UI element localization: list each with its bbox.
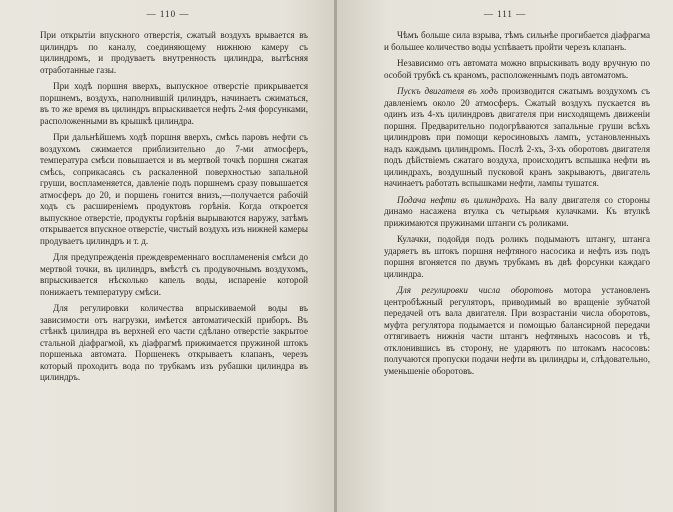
paragraph-heading: Пускъ двигателя въ ходъ (397, 86, 498, 96)
right-page (337, 0, 673, 512)
paragraph (384, 285, 650, 377)
paragraph (384, 195, 650, 230)
paragraph-text: На валу двигателя со стороны динамо насажена втулка съ четырьмя кулачками. Къ втулкѣ прижимаются пружинами штанги съ роликами. (384, 194, 650, 228)
page-number: — 110 — (146, 9, 190, 19)
paragraph-heading: Подача нефти въ цилиндрахъ. (397, 194, 521, 205)
paragraph-text: мотора установленъ центробѣжный регуляторъ, приводимый во вращеніе зубчатой передачей отъ вала двигателя. При возрастаніи числа оборотовъ, муфта регулятора подымается и помощью балансирной передачи оттягиваетъ нижнія части штангъ нефтяныхъ насосовъ и тѣ, отклонившись въ сторону, не ударяютъ по штокамъ насосовъ: получаются пропуски подачи нефти въ цилиндры и, слѣдовательно, уменьшеніе оборотовъ. (384, 285, 650, 376)
paragraph: Для предупрежденія преждевременнаго воспламененія смѣси до мертвой точки, въ цилиндръ, вмѣстѣ съ продувочнымъ воздухомъ, впрыскивается нѣсколько капель воды, испареніе которой понижаетъ температуру смѣси. (40, 252, 308, 297)
page-body (384, 30, 650, 382)
paragraph-text: Кулачки, подойдя подъ роликъ подымаютъ штангу, штанга ударяетъ въ штокъ поршня нефтяного насосика и нефть изъ подъ поршня вгоняется по двумъ трубкамъ въ двѣ форсунки каждаго цилиндра. (384, 234, 650, 279)
paragraph: При дальнѣйшемъ ходѣ поршня вверхъ, смѣсь паровъ нефти съ воздухомъ сжимается приблизительно до 7-ми атмосферъ, температура смѣси повышается и въ мертвой точкѣ поршня сжатая смѣсь, соприкасаясь съ раскаленной поверхностью запальной груши, воспламеняется, давленіе подъ поршнемъ сразу повышается атмосферъ до 20, и поршень гонится внизъ,—получается рабочій ходъ съ расширеніемъ продуктовъ горѣнія. Когда откроется выпускное отверстіе, продукты горѣнія вырываются наружу, затѣмъ открывается впускное отверстіе, чистый воздухъ изъ нижней камеры продуваетъ цилиндръ и т. д. (40, 132, 308, 246)
paragraph (384, 234, 650, 280)
paragraph: При открытіи впускного отверстія, сжатый воздухъ врывается въ цилиндръ по каналу, соединяющему нижнюю камеру съ цилиндромъ, и продуваетъ внутренность цилиндра, вытѣсняя отработанные газы. (40, 30, 308, 75)
paragraph: Для регулировки количества впрыскиваемой воды въ зависимости отъ нагрузки, имѣется автоматическій приборъ. Въ стѣнкѣ цилиндра въ верхней его части сдѣлано отверстіе закрытое стальной діафрагмой, къ діафрагмѣ прижимается пружиной штокъ поршенька автомата. Поршенекъ открываетъ клапанъ, черезъ который проходитъ вода по трубкамъ изъ рубашки цилиндра въ цилиндръ. (40, 303, 308, 382)
paragraph-heading: Для регулировки числа оборотовъ (397, 285, 554, 295)
paragraph-text: Независимо отъ автомата можно впрыскивать воду вручную по особой трубкѣ съ краномъ, расположеннымъ подъ автоматомъ. (384, 58, 650, 80)
paragraph: При ходѣ поршня вверхъ, выпускное отверстіе прикрывается поршнемъ, воздухъ, наполнившій цилиндръ, начинаетъ сжиматься, въ то же время въ цилиндръ впрыскивается нефть 2-мя форсунками, расположенными въ крышкѣ цилиндра. (40, 81, 308, 126)
left-page (0, 0, 336, 512)
page-number: — 111 — (483, 9, 527, 19)
paragraph (384, 30, 650, 53)
page-body (40, 30, 308, 389)
paragraph-text: производится сжатымъ воздухомъ съ давленіемъ около 20 атмосферъ. Сжатый воздухъ пускается въ одинъ изъ 4-хъ цилиндровъ двигателя при нисходящемъ движеніи поршня. Предварительно подогрѣваются запальные груши всѣхъ цилиндровъ при помощи керосиновыхъ лампъ, установленныхъ надъ каждымъ цилиндромъ. Послѣ 2-хъ, 3-хъ оборотовъ двигателя подъ дѣйствіемъ сжатаго воздуха, происходитъ вспышка нефти въ цилиндрахъ, воздушный пусковой кранъ закрываютъ, двигатель начинаетъ работать вспышками нефти, лампы тушатся. (384, 86, 650, 188)
paragraph (384, 86, 650, 190)
paragraph (384, 58, 650, 81)
paragraph-text: Чѣмъ больше сила взрыва, тѣмъ сильнѣе прогибается діафрагма и большее количество воды успѣваетъ пройти черезъ клапанъ. (384, 30, 650, 52)
